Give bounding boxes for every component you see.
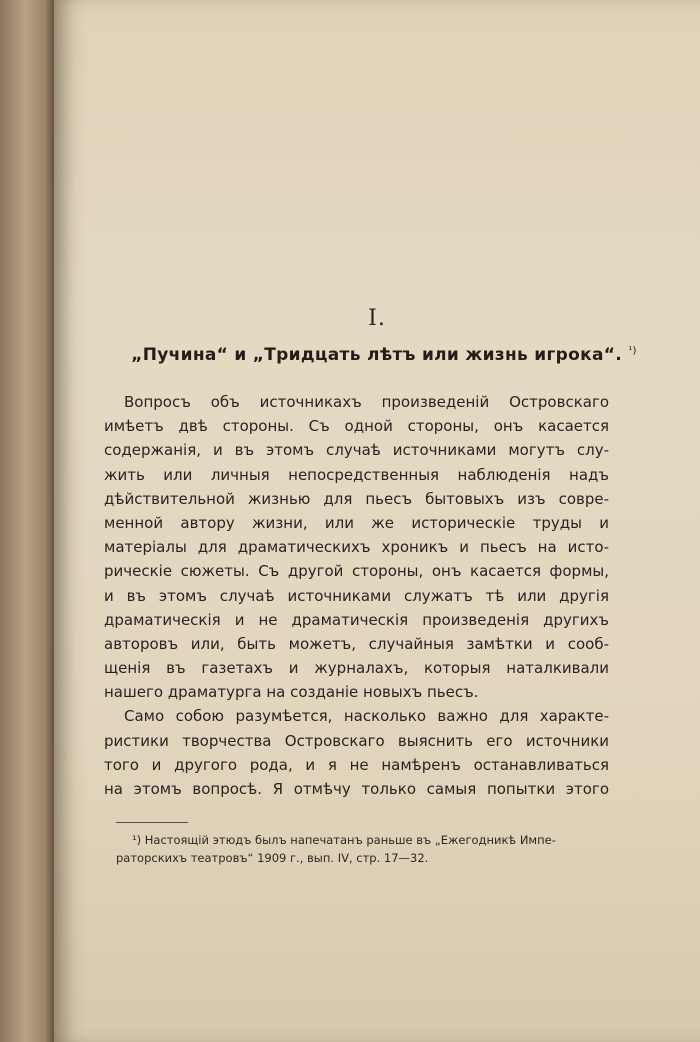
chapter-numeral: I. [368, 306, 386, 331]
title-footnote-marker: ¹) [628, 345, 637, 357]
footnote-divider [116, 822, 188, 823]
body-line: имѣетъ двѣ стороны. Съ одной стороны, онъ касается [104, 417, 609, 436]
chapter-title-text: „Пучина“ и „Тридцать лѣтъ или жизнь игрока“. [131, 345, 622, 365]
footnote-line: ¹) Настоящій этюдъ былъ напечатанъ раньше въ „Ежегодникѣ Импе- [132, 833, 556, 847]
body-line: щенія въ газетахъ и журналахъ, которыя наталкивали [104, 659, 609, 678]
body-line: содержанія, и въ этомъ случаѣ источниками могутъ слу- [104, 441, 609, 460]
body-line: дѣйствительной жизнью для пьесъ бытовыхъ изъ совре- [104, 489, 609, 508]
body-line: ристики творчества Островскаго выяснить его источники [104, 731, 609, 750]
body-text [104, 390, 609, 801]
body-line: того и другого рода, и я не намѣренъ останавливаться [104, 755, 609, 774]
body-line: на этомъ вопросѣ. Я отмѣчу только самыя попытки этого [104, 780, 609, 798]
footnote-line: раторскихъ театровъ“ 1909 г., вып. IV, стр. 17—32. [116, 851, 429, 865]
body-line: Вопросъ объ источникахъ произведеній Островскаго [124, 393, 609, 411]
body-line: драматическія и не драматическія произведенія другихъ [104, 610, 609, 629]
left-page-edge [0, 0, 56, 1042]
body-line: рическіе сюжеты. Съ другой стороны, онъ касается формы, [104, 562, 609, 581]
chapter-title [104, 345, 664, 365]
body-line: жить или личныя непосредственныя наблюденія надъ [104, 465, 609, 484]
body-line: Само собою разумѣется, насколько важно для характе- [124, 707, 609, 726]
body-line: менной автору жизни, или же историческіе труды и [104, 513, 609, 532]
body-line: и въ этомъ случаѣ источниками служатъ тѣ или другія [104, 586, 609, 605]
body-line: нашего драматурга на созданіе новыхъ пьесъ. [104, 683, 479, 702]
body-line: матеріалы для драматическихъ хроникъ и пьесъ на исто- [104, 538, 609, 557]
footnote [116, 831, 556, 867]
book-page [54, 0, 700, 1042]
body-line: авторовъ или, быть можетъ, случайныя замѣтки и сооб- [104, 634, 609, 653]
